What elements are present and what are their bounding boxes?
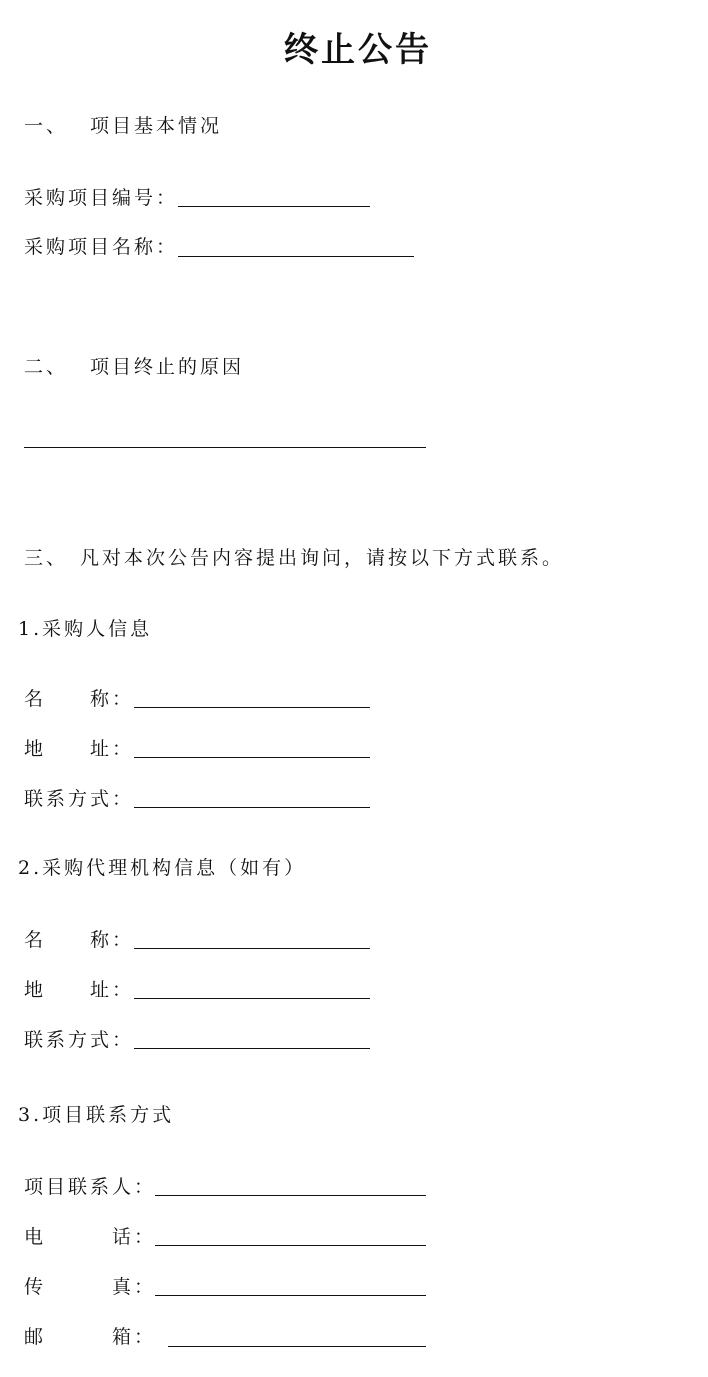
- project-number-blank-line: [178, 206, 370, 207]
- project-name-label: 采购项目名称：: [24, 236, 179, 258]
- agency-info-heading: 2.采购代理机构信息（如有）: [18, 857, 307, 879]
- agency-address-label-2: 址：: [90, 979, 135, 1001]
- agency-name-blank-line: [134, 948, 370, 949]
- phone-label-2: 话：: [112, 1226, 157, 1248]
- purchaser-info-heading: 1.采购人信息: [18, 618, 153, 640]
- agency-name-label-1: 名: [24, 929, 47, 951]
- phone-blank-line: [155, 1245, 426, 1246]
- purchaser-address-label-2: 址：: [90, 738, 135, 760]
- purchaser-contact-label: 联系方式：: [24, 788, 135, 810]
- section-3-heading: 凡对本次公告内容提出询问，请按以下方式联系。: [80, 547, 565, 569]
- project-contact-person-label: 项目联系人：: [24, 1176, 157, 1198]
- agency-name-label-2: 称：: [90, 929, 135, 951]
- section-2-heading: 项目终止的原因: [90, 356, 245, 378]
- agency-address-blank-line: [134, 998, 370, 999]
- purchaser-name-label-2: 称：: [90, 688, 135, 710]
- fax-blank-line: [155, 1295, 426, 1296]
- agency-address-label-1: 地: [24, 979, 47, 1001]
- project-number-label: 采购项目编号：: [24, 187, 179, 209]
- email-blank-line: [168, 1346, 426, 1347]
- email-label-2: 箱：: [112, 1326, 157, 1348]
- agency-contact-label: 联系方式：: [24, 1029, 135, 1051]
- section-2-number: 二、: [24, 356, 69, 378]
- fax-label-1: 传: [24, 1276, 47, 1298]
- purchaser-address-blank-line: [134, 757, 370, 758]
- fax-label-2: 真：: [112, 1276, 157, 1298]
- project-contact-person-blank-line: [155, 1195, 426, 1196]
- project-name-blank-line: [178, 256, 414, 257]
- section-3-number: 三、: [24, 547, 69, 569]
- purchaser-name-blank-line: [134, 707, 370, 708]
- section-1-heading: 项目基本情况: [90, 115, 223, 137]
- phone-label-1: 电: [24, 1226, 47, 1248]
- agency-contact-blank-line: [134, 1048, 370, 1049]
- purchaser-address-label-1: 地: [24, 738, 47, 760]
- purchaser-contact-blank-line: [134, 807, 370, 808]
- project-contact-heading: 3.项目联系方式: [18, 1104, 175, 1126]
- section-1-number: 一、: [24, 115, 69, 137]
- termination-reason-blank-line: [24, 447, 426, 448]
- email-label-1: 邮: [24, 1326, 47, 1348]
- purchaser-name-label-1: 名: [24, 688, 47, 710]
- document-title: 终止公告: [284, 30, 432, 70]
